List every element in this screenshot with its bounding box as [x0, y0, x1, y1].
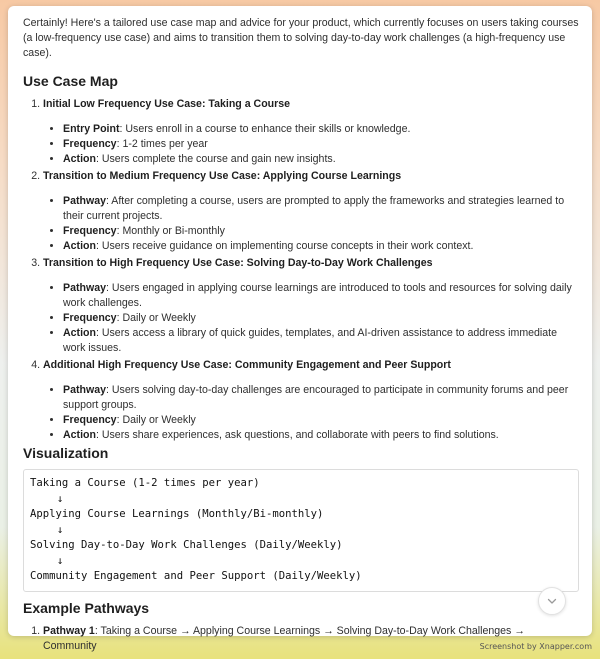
use-case-step: [43, 169, 579, 254]
detail-key: Frequency: [63, 312, 117, 324]
use-case-steps-list: [23, 97, 579, 443]
detail-value: : After completing a course, users are prompted to apply the frameworks and strategies learned to their current projects.: [63, 195, 565, 222]
detail-value: : Users engaged in applying course learnings are introduced to tools and resources for solving daily work challenges.: [63, 282, 572, 309]
visualization-code-block[interactable]: [23, 469, 579, 592]
use-case-step: [43, 358, 579, 443]
detail-key: Pathway: [63, 282, 106, 294]
detail-item: [63, 122, 579, 137]
detail-key: Action: [63, 240, 96, 252]
step-details: [43, 383, 579, 443]
detail-value: : Users share experiences, ask questions, and collaborate with peers to find solutions.: [95, 429, 499, 441]
use-case-step: [43, 256, 579, 356]
detail-value: : Users solving day-to-day challenges are encouraged to participate in community forums and peer support groups.: [63, 384, 569, 411]
viz-line: Community Engagement and Peer Support (Daily/Weekly): [30, 570, 362, 582]
down-arrow-icon: ↓: [57, 492, 64, 505]
detail-item: [63, 152, 579, 167]
step-title: 2. Transition to Medium Frequency Use Case: Applying Course Learnings: [43, 170, 402, 182]
detail-value: : Users enroll in a course to enhance their skills or knowledge.: [119, 123, 411, 135]
detail-key: Frequency: [63, 414, 117, 426]
detail-value: : Users complete the course and gain new insights.: [95, 153, 336, 165]
detail-key: Action: [63, 153, 96, 165]
visualization-heading: Visualization: [23, 445, 109, 461]
detail-item: [63, 224, 579, 239]
detail-key: Entry Point: [63, 123, 120, 135]
scroll-to-bottom-button[interactable]: [538, 587, 566, 615]
detail-key: Action: [63, 429, 96, 441]
detail-key: Action: [63, 327, 96, 339]
detail-value: : Users access a library of quick guides, templates, and AI-driven assistance to address immediate work issues.: [63, 327, 558, 354]
example-pathways-heading: Example Pathways: [23, 599, 150, 616]
detail-value: : 1-2 times per year: [116, 138, 208, 150]
step-title: 3. Transition to High Frequency Use Case: Solving Day-to-Day Work Challenges: [43, 257, 433, 269]
detail-item: [63, 428, 579, 443]
viz-line: Solving Day-to-Day Work Challenges (Daily/Weekly): [30, 539, 343, 551]
step-details: [43, 194, 579, 254]
detail-value: : Daily or Weekly: [116, 414, 196, 426]
step-details: [43, 281, 579, 356]
detail-key: Pathway: [63, 195, 106, 207]
detail-key: Frequency: [63, 225, 117, 237]
pathway-key: Pathway 1: [43, 624, 95, 637]
detail-value: : Daily or Weekly: [116, 312, 196, 324]
use-case-step: [43, 97, 579, 167]
detail-value: : Monthly or Bi-monthly: [116, 225, 225, 237]
detail-item: [63, 413, 579, 428]
viz-line: Applying Course Learnings (Monthly/Bi-monthly): [30, 508, 324, 520]
step-title: 1. Initial Low Frequency Use Case: Taking a Course: [43, 98, 291, 110]
pathway-value: : Taking a Course → Applying Course Learnings → Solving Day-to-Day Work Challenges → Community: [43, 624, 525, 652]
step-title: 4. Additional High Frequency Use Case: Community Engagement and Peer Support: [43, 359, 451, 371]
viz-line: Taking a Course (1-2 times per year): [30, 477, 260, 489]
intro-paragraph: Certainly! Here's a tailored use case map and advice for your product, which currently focuses on users taking courses (a low-frequency use case) and aims to transition them to solving day-to-day work challenges (a high-frequency use case).: [23, 17, 579, 59]
detail-item: [63, 194, 579, 224]
watermark-text: Screenshot by Xnapper.com: [479, 642, 592, 651]
chevron-down-icon: [546, 595, 558, 607]
detail-key: Pathway: [63, 384, 106, 396]
detail-item: [63, 137, 579, 152]
step-details: [43, 122, 579, 167]
detail-item: [63, 326, 579, 356]
use-case-map-heading: Use Case Map: [23, 73, 118, 89]
detail-item: [63, 311, 579, 326]
down-arrow-icon: ↓: [57, 523, 64, 536]
detail-key: Frequency: [63, 138, 117, 150]
down-arrow-icon: ↓: [57, 554, 64, 567]
detail-item: [63, 383, 579, 413]
detail-item: [63, 281, 579, 311]
detail-item: [63, 239, 579, 254]
message-content: [23, 16, 579, 654]
detail-value: : Users receive guidance on implementing course concepts in their work context.: [95, 240, 474, 252]
